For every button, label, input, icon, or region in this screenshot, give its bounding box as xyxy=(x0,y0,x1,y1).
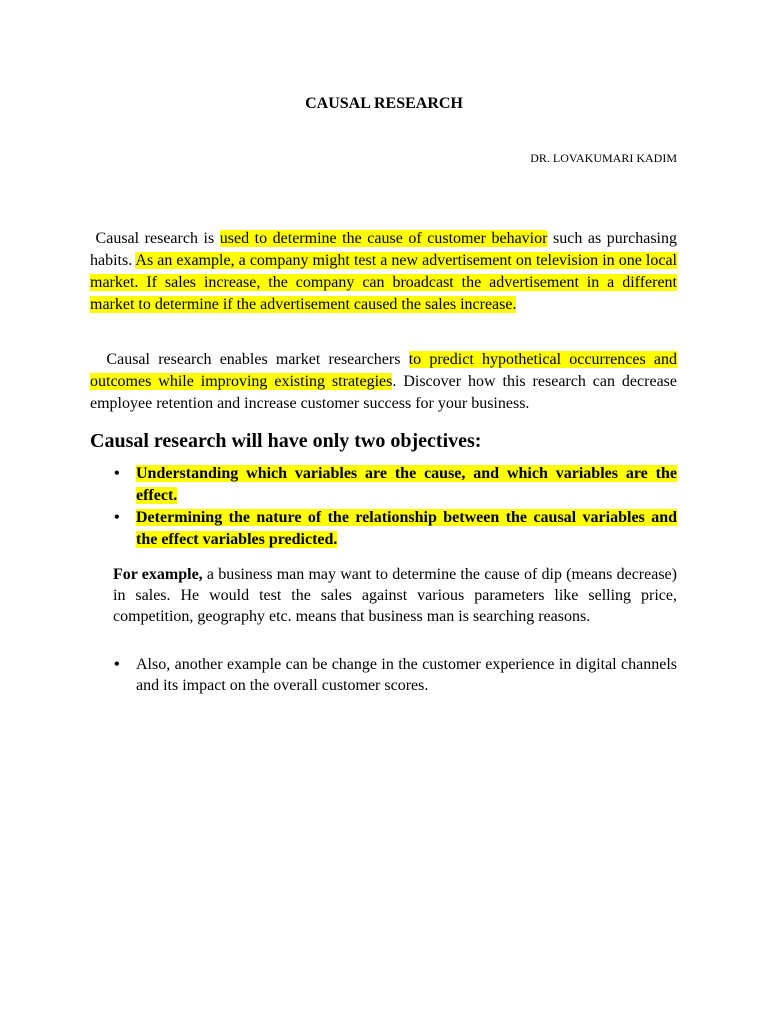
document-title: CAUSAL RESEARCH xyxy=(305,95,463,112)
highlight-cause: used to determine the cause of customer behavior xyxy=(219,230,548,247)
objective-text: Determining the nature of the relationship between the causal variables and the effect variables predicted. xyxy=(136,509,677,548)
extra-example-text: Also, another example can be change in the customer experience in digital channels and its impact on the overall customer scores. xyxy=(136,656,677,694)
objective-item xyxy=(90,507,677,551)
bullet-icon: • xyxy=(114,656,120,673)
highlight-predict: to predict hypothetical occurrences and outcomes while improving existing strategies xyxy=(90,351,677,390)
extra-example-item xyxy=(90,654,677,696)
paragraph-enables xyxy=(90,349,677,415)
highlight-example: As an example, a company might test a new advertisement on television in one local market. If sales increase, the company can broadcast the advertisement in a different market to determine if the advertisement caused the sales increase. xyxy=(90,252,678,313)
bullet-icon: • xyxy=(114,509,120,526)
paragraph-intro-lead: Causal research is xyxy=(90,230,220,247)
extra-example-list xyxy=(90,654,677,696)
example-text: a business man may want to determine the cause of dip (means decrease) in sales. He would test the sales against various parameters like selling price, competition, geography etc. means that business man is searching reasons. xyxy=(113,566,677,625)
objectives-list xyxy=(90,463,677,551)
paragraph-intro-mid: such as purchasing habits. xyxy=(90,230,677,269)
objective-text: Understanding which variables are the cause, and which variables are the effect. xyxy=(136,465,677,504)
author-name: DR. LOVAKUMARI KADIM xyxy=(530,151,677,165)
paragraph-enables-tail: . Discover how this research can decrease employee retention and increase customer success for your business. xyxy=(90,373,677,412)
example-paragraph xyxy=(113,564,677,627)
objective-item xyxy=(90,463,677,507)
bullet-icon: • xyxy=(114,465,120,482)
paragraph-enables-lead: Causal research enables market researchers xyxy=(90,351,409,368)
paragraph-intro xyxy=(90,228,677,316)
example-label: For example, xyxy=(113,566,203,583)
objectives-heading: Causal research will have only two objectives: xyxy=(90,430,482,452)
